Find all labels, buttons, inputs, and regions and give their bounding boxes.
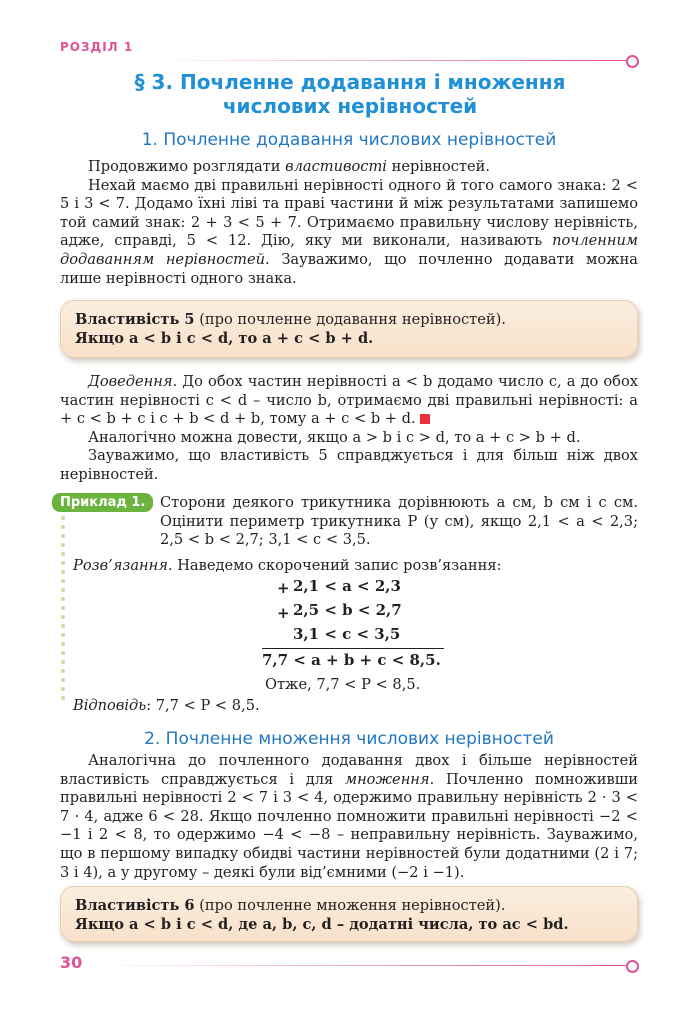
property6-heading: Властивість 6 (про почленне множення нерівностей).	[75, 897, 506, 914]
calc-line-1: 2,1 < a < 2,3	[293, 577, 401, 595]
section1-text	[60, 158, 638, 288]
section1-paragraph-1: Продовжимо розглядати властивості нерівностей.	[88, 158, 490, 175]
page-number: 30	[60, 953, 83, 972]
title-line-1: § 3. Почленне додавання і множення	[134, 70, 566, 94]
property5-box	[60, 300, 638, 358]
header-rule	[150, 60, 626, 61]
section2-heading: 2. Почленне множення числових нерівностей	[144, 729, 554, 749]
calc-plus-1: +	[277, 579, 290, 597]
proof-paragraph-2: Аналогічно можна довести, якщо a > b і c > d, то a + c > b + d.	[88, 428, 581, 446]
section1-heading: 1. Почленне додавання числових нерівностей	[141, 130, 557, 150]
section2-paragraph: Аналогічна до почленного додавання двох і більше нерівностей властивість справджується і для множення. Почленно помноживши правильні нерівності 2 < 7 і 3 < 4, одержимо правильну нерівність 2 · 3 < 7 · 4, адже 6 < 28. Якщо почленно помножити правильні нерівності −2 < −1 і 2 < 8, то одержимо −4 < −8 – неправильну нерівність. Зауважимо, що в першому випадку обидві частини нерівностей були додатними (2 і 7; 3 і 4), а у другому – деякі були від’ємними (−2 і −1).	[60, 752, 639, 881]
example-task	[60, 494, 638, 550]
header-rule-end-icon	[626, 55, 639, 68]
example-badge: Приклад 1.	[52, 493, 153, 512]
footer-rule-end-icon	[626, 960, 639, 973]
property5-heading: Властивість 5 (про почленне додавання нерівностей).	[75, 311, 506, 328]
proof-text	[60, 373, 638, 485]
property5-statement: Якщо a < b і c < d, то a + c < b + d.	[75, 330, 374, 347]
calc-sum-rule	[262, 648, 444, 649]
title-line-2: числових нерівностей	[222, 94, 478, 118]
calc-conclusion: Отже, 7,7 < P < 8,5.	[265, 676, 421, 693]
section2-text	[60, 752, 638, 882]
end-of-proof-icon	[420, 414, 430, 424]
proof-paragraph: Доведення. До обох частин нерівності a < b додамо число c, а до обох частин нерівності c < d – число b, отримаємо дві правильні нерівності: a + c < b + c і c + b < d + b, тому a + c < b + d.	[60, 373, 638, 428]
property6-box	[60, 886, 638, 942]
section1-paragraph-2: Нехай маємо дві правильні нерівності одного й того самого знака: 2 < 5 і 3 < 7. Додамо їхні ліві та праві частини й між результатами запишемо той самий знак: 2 + 3 < 5 + 7. Отримаємо правильну числову нерівність, адже, справді, 5 < 12. Дію, яку ми виконали, називають почленним додаванням нерівностей. Зауважимо, що почленно додавати можна лише нерівності одного знака.	[60, 176, 638, 287]
calc-plus-2: +	[277, 604, 290, 622]
chapter-label: РОЗДІЛ 1	[60, 40, 134, 54]
footer-rule	[88, 965, 628, 966]
page-title	[120, 70, 580, 118]
calc-sum: 7,7 < a + b + c < 8,5.	[262, 651, 441, 669]
example-solution-intro: Розв’язання. Наведемо скорочений запис розв’язання:	[73, 557, 502, 574]
example-answer: Відповідь: 7,7 < P < 8,5.	[73, 697, 260, 714]
example-task-text: Сторони деякого трикутника дорівнюють a см, b см і c см. Оцінити периметр трикутника P (у см), якщо 2,1 < a < 2,3; 2,5 < b < 2,7; 3,1 < c < 3,5.	[160, 494, 638, 549]
calc-line-3: 3,1 < c < 3,5	[293, 625, 401, 643]
calc-line-2: 2,5 < b < 2,7	[293, 601, 402, 619]
property6-statement: Якщо a < b і c < d, де a, b, c, d – додатні числа, то ac < bd.	[75, 916, 569, 933]
proof-paragraph-3: Зауважимо, що властивість 5 справджується і для більш ніж двох нерівностей.	[60, 447, 638, 483]
